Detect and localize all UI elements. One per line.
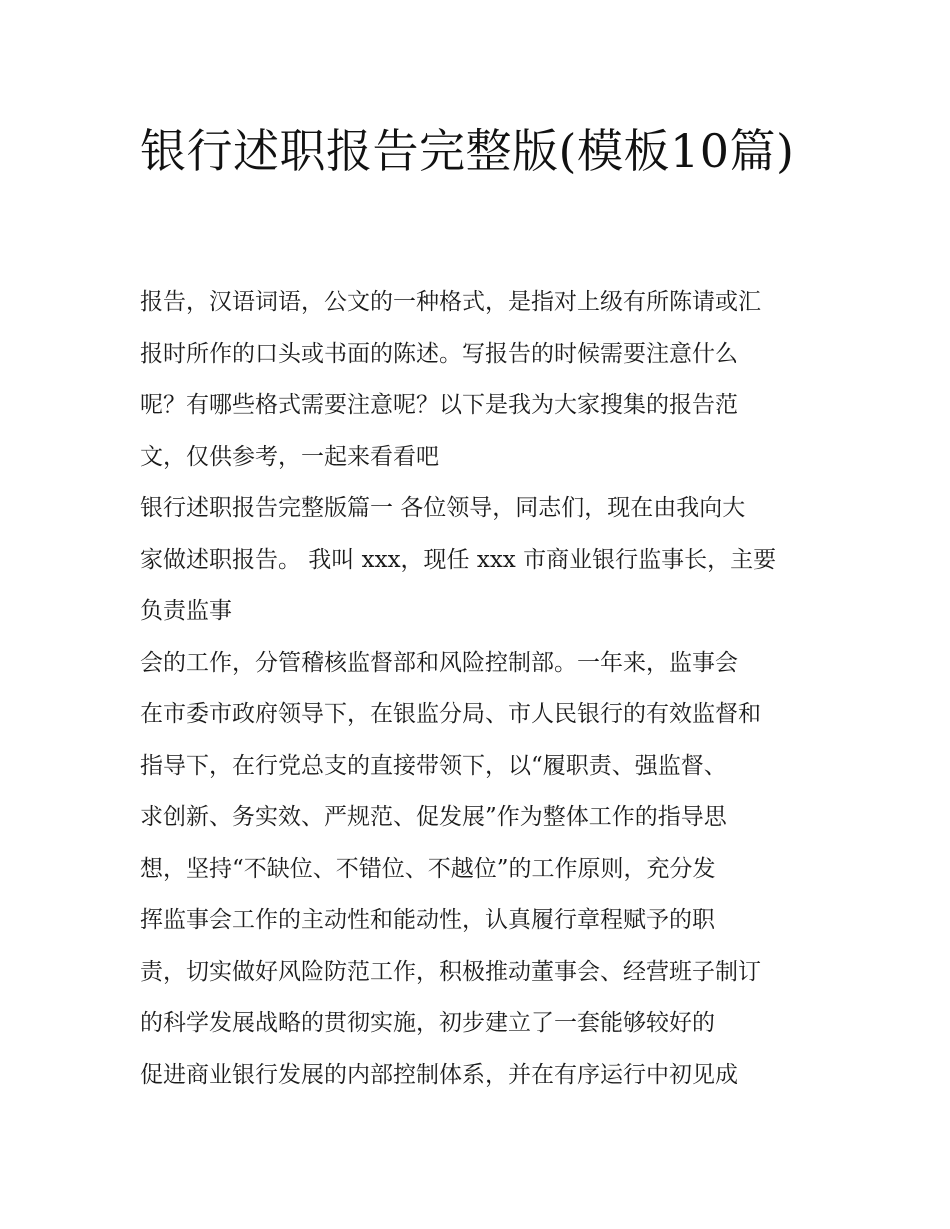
body-line: 挥监事会工作的主动性和能动性，认真履行章程赋予的职: [140, 907, 715, 933]
document-body: [140, 280, 820, 1104]
body-line: 在市委市政府领导下，在银监分局、市人民银行的有效监督和: [140, 701, 761, 727]
body-line: 求创新、务实效、严规范、促发展”作为整体工作的指导思: [140, 804, 727, 830]
body-line: 文，仅供参考，一起来看看吧: [140, 443, 439, 470]
body-line: 报时所作的口头或书面的陈述。写报告的时候需要注意什么: [140, 340, 738, 367]
body-line: 报告，汉语词语，公文的一种格式，是指对上级有所陈请或汇: [140, 289, 761, 315]
body-line: 呢？有哪些格式需要注意呢？以下是我为大家搜集的报告范: [140, 392, 738, 418]
body-line: 想，坚持“不缺位、不错位、不越位”的工作原则，充分发: [140, 855, 716, 882]
body-line: 会的工作，分管稽核监督部和风险控制部。一年来，监事会: [140, 649, 738, 676]
body-line: 的科学发展战略的贯彻实施，初步建立了一套能够较好的: [140, 1010, 715, 1036]
body-line: 负责监事: [140, 598, 232, 624]
body-line: 责，切实做好风险防范工作，积极推动董事会、经营班子制订: [140, 958, 761, 985]
body-line: 指导下，在行党总支的直接带领下，以“履职责、强监督、: [140, 752, 727, 779]
body-line: 家做述职报告。 我叫 xxx，现任 xxx 市商业银行监事长，主要: [140, 546, 777, 573]
body-line: 促进商业银行发展的内部控制体系，并在有序运行中初见成: [140, 1061, 738, 1088]
document-title: 银行述职报告完整版(模板10篇): [140, 124, 795, 178]
body-line: 银行述职报告完整版篇一 各位领导，同志们，现在由我向大: [140, 495, 746, 521]
